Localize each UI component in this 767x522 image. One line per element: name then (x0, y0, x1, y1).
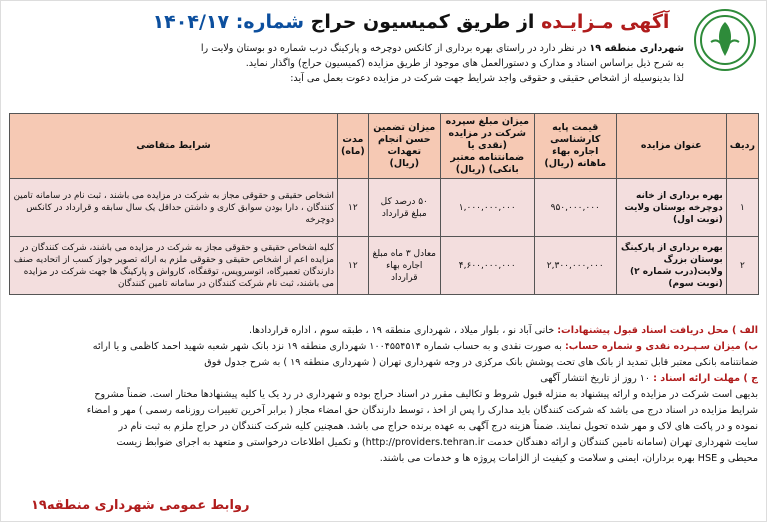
table-header-row (10, 114, 759, 179)
auction-table (9, 113, 759, 295)
tehran-municipality-logo-icon (697, 12, 753, 68)
cell-row-num: ۱ (726, 179, 758, 237)
cell-row-num: ۲ (726, 237, 758, 295)
cell-duration: ۱۲ (338, 237, 369, 295)
table-row (10, 179, 759, 237)
cell-title: بهره برداری از پارکینگ بوستان بزرگ ولایت(درب شماره ۲) (نوبت سوم) (616, 237, 726, 295)
table-row (10, 237, 759, 295)
terms-line-4: سایت شهرداری تهران (سامانه تامین کنندگان و ارائه دهندگان خدمت http://providers.tehran.ir) و تکمیل اطلاعات درخواستی و متعهد به اجرای ضوابط زیست (116, 437, 758, 448)
page-title (151, 7, 671, 37)
footer-signature: روابط عمومی شهرداری منطقه۱۹ (31, 498, 250, 513)
terms-line-1: بدیهی است شرکت در مزایده و ارائه پیشنهاد به منزله قبول شروط و تکالیف مقرر در اسناد حراج بوده و شهرداری در رد یک یا کلیه پیشنهادها مختار است. ضمناً مشروح (94, 389, 758, 400)
intro-paragraph (14, 41, 684, 86)
deadline-text: ۱۰ روز از تاریخ انتشار آگهی (540, 373, 651, 384)
header-base-price: قیمت پایه کارشناسی اجاره بهاء ماهانه (ریال) (534, 114, 616, 179)
header-duration: مدت (ماه) (338, 114, 369, 179)
deposit-text: به صورت نقدی و به حساب شماره ۱۰۰۴۵۵۴۵۱۴ شهرداری منطقه ۱۹ نزد بانک شهر شعبه شهید احمد کاظمی و یا ارائه (92, 341, 562, 352)
title-part-2: از طریق کمیسیون حراج (310, 11, 535, 33)
details-section (8, 323, 758, 467)
location-text: خانی آباد نو ، بلوار میلاد ، شهرداری منطقه ۱۹ ، طبقه سوم ، اداره قراردادها. (249, 325, 555, 336)
header-guarantee: میزان تضمین حسن انجام تعهدات (ریال) (368, 114, 440, 179)
cell-guarantee: معادل ۳ ماه مبلغ اجاره بهاء قرارداد (368, 237, 440, 295)
intro-org: شهرداری منطقه ۱۹ (589, 43, 684, 54)
title-part-1: آگهی مـزایـده (541, 11, 670, 33)
intro-line-3: لذا بدینوسیله از اشخاص حقیقی و حقوقی واجد شرایط جهت شرکت در مزایده دعوت بعمل می آید: (290, 73, 684, 84)
header-title: عنوان مزایده (616, 114, 726, 179)
cell-base-price: ۲,۳۰۰,۰۰۰,۰۰۰ (534, 237, 616, 295)
terms-line-5: محیطی و HSE بهره برداران، ایمنی و سلامت و کیفیت از الزامات پروژه ها و خدمات می باشند. (379, 453, 758, 464)
municipality-logo (694, 9, 756, 71)
cell-deposit: ۴,۶۰۰,۰۰۰,۰۰۰ (440, 237, 534, 295)
intro-line-2: به شرح ذیل براساس اسناد و مدارک و دستورالعمل های موجود از طریق مزایده (کمیسیون حراج) واگذار نماید. (245, 58, 684, 69)
header-conditions: شرایط متقاضی (10, 114, 338, 179)
terms-line-3: نموده و در پاکت های لاک و مهر شده تحویل نمایند. ضمناً هزینه درج آگهی به عهده برنده حراج می باشد. همچنین کلیه شرکت کنندگان در حراج ملزم به ثبت نام در (118, 421, 758, 432)
cell-base-price: ۹۵۰,۰۰۰,۰۰۰ (534, 179, 616, 237)
cell-conditions: اشخاص حقیقی و حقوقی مجاز به شرکت در مزایده می باشند ، ثبت نام در سامانه تامین کنندگان ، دارا بودن سوابق کاری و داشتن حداقل یک سال سابقه و قرارداد در کانکس دوچرخه (10, 179, 338, 237)
header-deposit: میزان مبلغ سپرده شرکت در مزایده (نقدی یا ضمانتنامه معتبر بانکی) (ریال) (440, 114, 534, 179)
deposit-text-2: ضمانتنامه بانکی معتبر قابل تمدید از بانک های تحت پوشش بانک مرکزی در وجه شهرداری تهران ( شهرداری منطقه ۱۹ ) به شرح جدول فوق (204, 357, 758, 368)
intro-line-1: در نظر دارد در راستای بهره برداری از کانکس دوچرخه و پارکینگ درب شماره دو بوستان ولایت را (200, 43, 587, 54)
deadline-label: ج ) مهلت ارائه اسناد : (653, 373, 758, 384)
cell-guarantee: ۵۰ درصد کل مبلغ قرارداد (368, 179, 440, 237)
header-row-num: ردیف (726, 114, 758, 179)
terms-line-2: شرایط مزایده در اسناد درج می باشد که شرکت کنندگان باید مدارک را پس از اخذ ، توسط دارندگان حق امضاء مجاز ( برابر آخرین تغییرات روزنامه رسمی ) مهر و امضاء (86, 405, 758, 416)
location-label: الف ) محل دریافت اسناد قبول پیشنهادات: (557, 325, 758, 336)
title-part-3: شماره: ۱۴۰۴/۱۷ (152, 11, 305, 33)
cell-duration: ۱۲ (338, 179, 369, 237)
deposit-label: ب) میزان سـپـرده نقدی و شماره حساب: (564, 341, 758, 352)
cell-title: بهره برداری از خانه دوچرخه بوستان ولایت (نوبت اول) (616, 179, 726, 237)
cell-deposit: ۱,۰۰۰,۰۰۰,۰۰۰ (440, 179, 534, 237)
cell-conditions: کلیه اشخاص حقیقی و حقوقی مجاز به شرکت در مزایده می باشند، شرکت کنندگان در مزایده اعم از اشخاص حقیقی و حقوقی ملزم به ارائه تصویر جواز کسب از اتحادیه صنف دارندگان تعمیرگاه، اتوسرویس، توقفگاه، کارواش و پارکینگ ها جهت شرکت در مزایده می باشند، ثبت نام شرکت کنندگان در سامانه تامین کنندگان (10, 237, 338, 295)
